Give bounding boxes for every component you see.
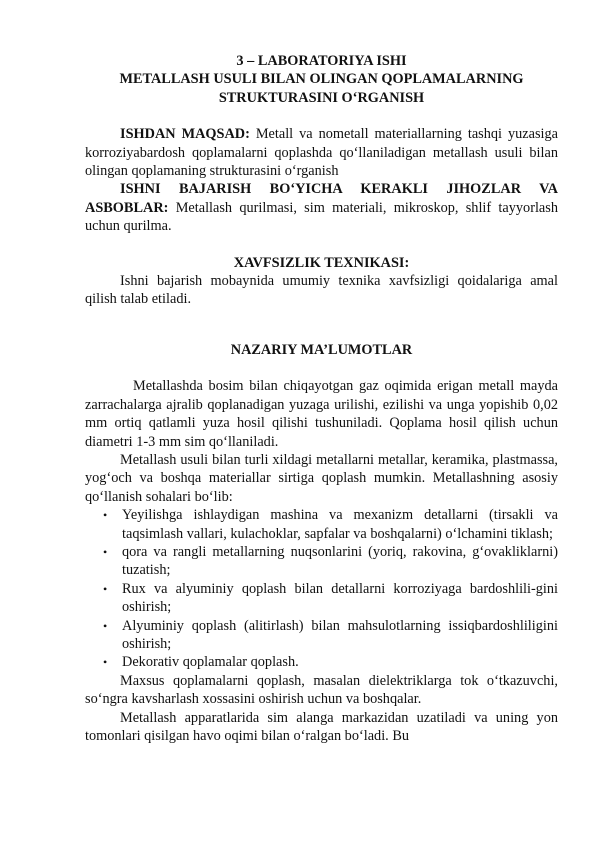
- list-item: [85, 543, 558, 580]
- theory-paragraph-4: Metallash apparatlarida sim alanga markazidan uzatiladi va uning yon tomonlari qisilgan havo oqimi bilan o‘ralgan bo‘ladi. Bu: [85, 709, 558, 744]
- lab-title: 3 – LABORATORIYA ISHI: [236, 53, 407, 69]
- theory-paragraph-1: Metallashda bosim bilan chiqayotgan gaz oqimida erigan metall mayda zarrachalarga ajralib qoplanadigan yuzaga urilishi, ezilishi va unga yopishib 0,02 mm ortiq qatlamli yuza hosil qilishi tushuniladi. Qoplama hosil qilish uchun diametri 1-3 mm sim qo‘llaniladi.: [85, 378, 558, 450]
- bullet-icon: •: [103, 544, 108, 559]
- equipment-label: ISHNI BAJARISH BO‘YICHA KERAKLI JIHOZLAR VA ASBOBLAR:: [85, 181, 558, 216]
- goal-text: Metall va nometall materiallarning tashqi yuzasiga korroziyabardosh qoplamalarni qoplashda qo‘llaniladigan metallash usuli bilan olingan qoplamaning strukturasini o‘rganish: [85, 126, 558, 180]
- list-item-text: Yeyilishga ishlaydigan mashina va mexanizm detallarni (tirsakli va taqsimlash vallari, kulachoklar, sapfalar va boshqalarni) o‘lchamini tiklash;: [122, 507, 558, 542]
- list-item-text: qora va rangli metallarning nuqsonlarini (yoriq, rakovina, g‘ovakliklarni) tuzatish;: [122, 543, 558, 579]
- applications-list: [85, 506, 558, 672]
- theory-paragraph-2: Metallash usuli bilan turli xildagi metallarni metallar, keramika, plastmassa, yog‘och va boshqa materiallar sirtiga qoplash mumkin. Metallashning asosiy qo‘llanish sohalari bo‘lib:: [85, 451, 558, 505]
- equipment-text: Metallash qurilmasi, sim materiali, mikroskop, shlif tayyorlash uchun qurilma.: [85, 199, 558, 235]
- goal-label: ISHDAN MAQSAD:: [120, 126, 250, 143]
- theory-heading: NAZARIY MA’LUMOTLAR: [230, 341, 413, 358]
- safety-heading: XAVFSIZLIK TEXNIKASI:: [233, 254, 410, 271]
- equipment-paragraph: [85, 180, 558, 235]
- list-item: [85, 617, 558, 654]
- list-item-text: Alyuminiy qoplash (alitirlash) bilan mahsulotlarning issiqbardoshliligini oshirish;: [122, 617, 558, 652]
- safety-text: Ishni bajarish mobaynida umumiy texnika xavfsizligi qoidalariga amal qilish talab etiladi.: [85, 273, 558, 308]
- list-item: [85, 653, 558, 671]
- theory-paragraph-3: Maxsus qoplamalarni qoplash, masalan dielektriklarga tok o‘tkazuvchi, so‘ngra kavsharlash xossasini oshirish uchun va boshqalar.: [85, 672, 558, 708]
- list-item-text: Rux va alyuminiy qoplash bilan detallarni korroziyaga bardoshlili-gini oshirish;: [122, 580, 558, 616]
- main-title: METALLASH USULI BILAN OLINGAN QOPLAMALARNING STRUKTURASINI O‘RGANISH: [119, 71, 524, 106]
- goal-paragraph: [85, 125, 558, 180]
- bullet-icon: •: [103, 655, 108, 670]
- list-item: [85, 506, 558, 543]
- bullet-icon: •: [103, 618, 108, 633]
- bullet-icon: •: [103, 508, 108, 523]
- document-page: [85, 52, 558, 745]
- bullet-icon: •: [103, 581, 108, 596]
- list-item: [85, 580, 558, 617]
- list-item-text: Dekorativ qoplamalar qoplash.: [122, 654, 299, 671]
